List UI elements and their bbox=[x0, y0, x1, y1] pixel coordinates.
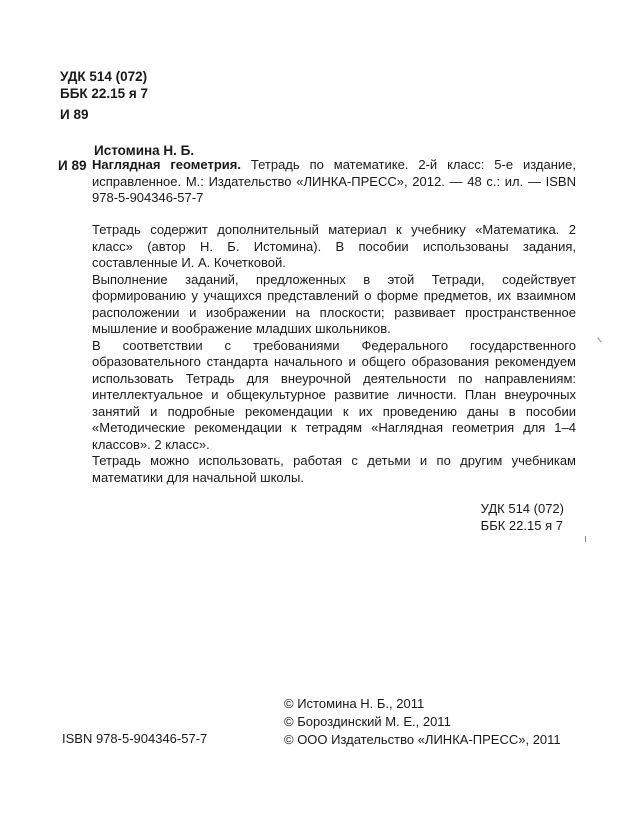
copyright-line: © ООО Издательство «ЛИНКА-ПРЕСС», 2011 bbox=[284, 732, 561, 747]
bibliographic-description bbox=[92, 157, 576, 207]
book-details: Тетрадь по математике. 2-й класс: 5-е издание, исправленное. М.: Издательство «ЛИНКА-ПРЕСС», 2012. — 48 с.: ил. — ISBN 978-5-904346-57-7 bbox=[92, 157, 576, 205]
classification-codes-right bbox=[481, 500, 564, 534]
copyright-block bbox=[284, 695, 561, 749]
isbn-bottom: ISBN 978-5-904346-57-7 bbox=[62, 731, 208, 746]
author-mark-code: И 89 bbox=[60, 107, 89, 122]
scan-mark bbox=[585, 536, 586, 542]
copyright-line: © Бороздинский М. Е., 2011 bbox=[284, 714, 451, 729]
annotation-paragraph: Тетрадь содержит дополнительный материал к учебнику «Математика. 2 класс» (автор Н. Б. Истомина). В пособии использованы задания, составленные И. А. Кочетковой. bbox=[92, 222, 576, 270]
udk-code: УДК 514 (072) bbox=[60, 69, 148, 84]
annotation-paragraph: Тетрадь можно использовать, работая с детьми и по другим учебникам математики для начальной школы. bbox=[92, 453, 576, 485]
author-mark-left: И 89 bbox=[58, 158, 87, 173]
annotation-paragraph: В соответствии с требованиями Федерального государственного образовательного стандарта начального и общего образования рекомендуем использовать Тетрадь для внеурочной деятельности по направлениям: интеллектуальное и общекультурное развитие личности. План внеурочных занятий и подробные рекомендации к их проведению даны в пособии «Методические рекомендации к тетрадям «Наглядная геометрия для 1–4 классов». 2 класс». bbox=[92, 337, 576, 452]
copyright-line: © Истомина Н. Б., 2011 bbox=[284, 696, 425, 711]
author-heading: Истомина Н. Б. bbox=[94, 143, 195, 158]
udk-code-right: УДК 514 (072) bbox=[480, 501, 564, 516]
classification-codes-top bbox=[60, 68, 148, 123]
annotation bbox=[92, 222, 576, 486]
bbk-code-right: ББК 22.15 я 7 bbox=[480, 518, 563, 533]
book-title: Наглядная геометрия. bbox=[92, 157, 241, 172]
bbk-code: ББК 22.15 я 7 bbox=[60, 86, 149, 101]
annotation-paragraph: Выполнение заданий, предложенных в этой Тетради, содействует формированию у учащихся представлений о форме предметов, их взаимном расположении и изображении на плоскости; развивает пространственное мышление и воображение младших школьников. bbox=[92, 271, 576, 336]
scan-mark bbox=[597, 337, 602, 342]
